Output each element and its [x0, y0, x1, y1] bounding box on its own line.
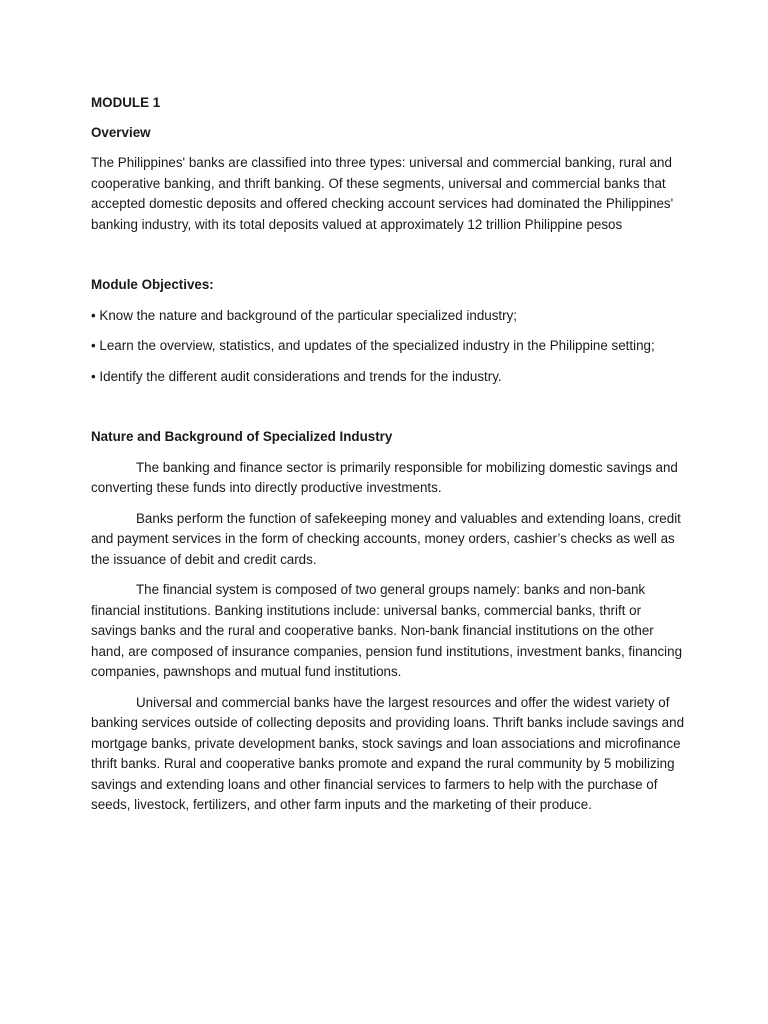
objectives-heading: Module Objectives: — [91, 277, 214, 292]
nature-paragraph-2: Banks perform the function of safekeeping money and valuables and extending loans, credit and payment services in the form of checking accounts, money orders, cashier’s checks as well as the issuance of debit and credit cards. — [91, 510, 681, 567]
objectives-list — [91, 306, 688, 388]
nature-paragraph-4: Universal and commercial banks have the largest resources and offer the widest variety of banking services outside of collecting deposits and providing loans. Thrift banks include savings and mortgage banks, private development banks, stock savings and loan associations and microfinance thrift banks. Rural and cooperative banks promote and expand the rural community by 5 mobilizing savings and extending loans and other financial services to farmers to help with the purchase of seeds, livestock, fertilizers, and other farm inputs and the marketing of their produce. — [91, 694, 685, 812]
overview-heading: Overview — [91, 124, 151, 140]
objective-item-2: • Learn the overview, statistics, and updates of the specialized industry in the Philippine setting; — [91, 338, 655, 353]
overview-paragraph: The Philippines' banks are classified into three types: universal and commercial banking, rural and cooperative banking, and thrift banking. Of these segments, universal and commercial banks that accepted domestic deposits and offered checking account services had dominated the Philippines' banking industry, with its total deposits valued at approximately 12 trillion Philippine pesos — [91, 155, 674, 232]
objective-item-3: • Identify the different audit considerations and trends for the industry. — [91, 368, 502, 384]
module-title: MODULE 1 — [91, 95, 161, 110]
nature-heading: Nature and Background of Specialized Industry — [91, 429, 393, 444]
nature-paragraph-1: The banking and finance sector is primarily responsible for mobilizing domestic savings and converting these funds into directly productive investments. — [91, 459, 678, 495]
nature-paragraph-3: The financial system is composed of two general groups namely: banks and non-bank financial institutions. Banking institutions include: universal banks, commercial banks, thrift or savings banks and the rural and cooperative banks. Non-bank financial institutions on the other hand, are composed of insurance companies, pension fund institutions, investment banks, financing companies, pawnshops and mutual fund institutions. — [91, 582, 683, 679]
objective-item-1: • Know the nature and background of the particular specialized industry; — [91, 307, 518, 323]
